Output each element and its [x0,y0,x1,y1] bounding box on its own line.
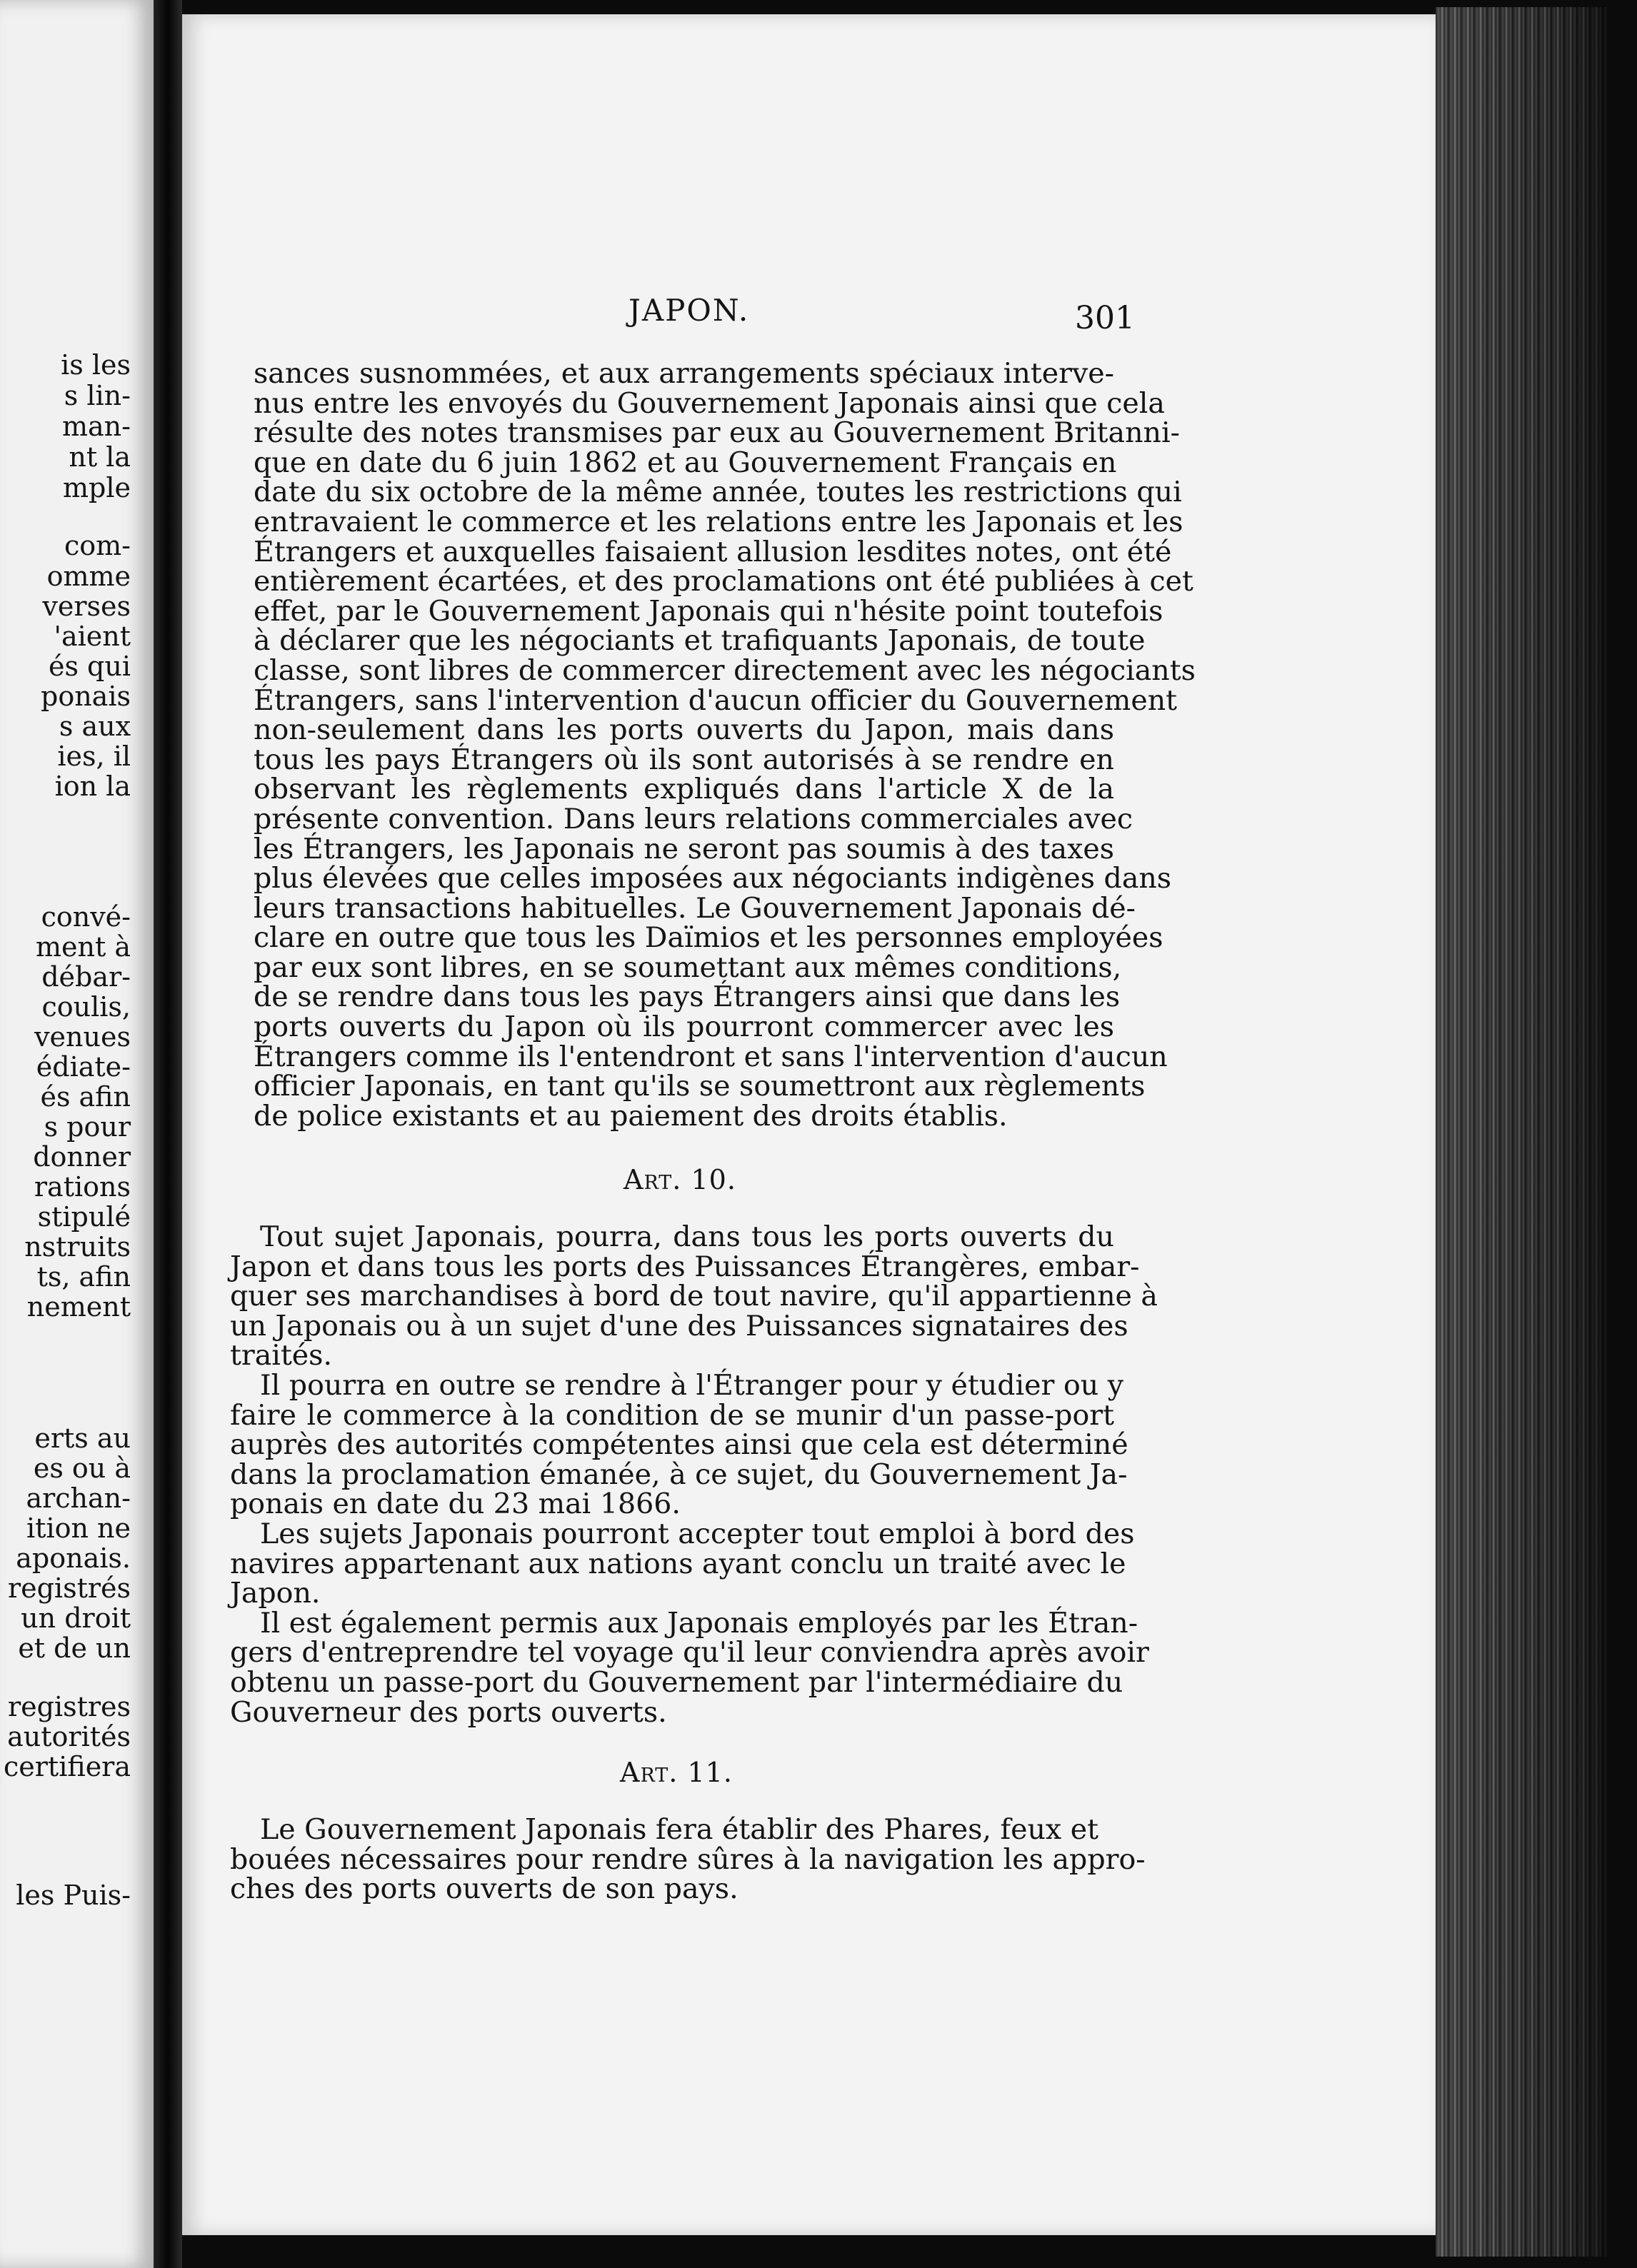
text-line: présente convention. Dans leurs relations commerciales avec [254,802,1133,836]
article-11-heading: Art. 11. [620,1757,733,1788]
text-line: Étrangers comme ils l'entendront et sans l'intervention d'aucun [254,1040,1168,1073]
left-page-line: ponais [41,681,131,712]
left-page-line: s pour [44,1111,131,1143]
left-page-line: erts au [34,1422,131,1454]
left-page-line: com- [64,530,131,561]
paragraph-continuation [254,357,1196,1133]
text-line: un Japonais ou à un sujet d'une des Puissances signataires des [230,1309,1128,1343]
text-line: date du six octobre de la même année, toutes les restrictions qui [254,476,1182,509]
text-line: faire le commerce à la condition de se munir d'un passe-port [230,1398,1114,1432]
text-line: que en date du 6 juin 1862 et au Gouvernement Français en [254,446,1117,479]
text-line: Les sujets Japonais pourront accepter tout emploi à bord des [260,1517,1135,1550]
left-page-line: donner [33,1141,131,1173]
text-line: Gouverneur des ports ouverts. [230,1695,667,1729]
text-line: quer ses marchandises à bord de tout navire, qu'il appartienne à [230,1280,1158,1313]
left-page-line: verses [42,591,131,622]
running-head: JAPON. [629,293,750,328]
text-line: de police existants et au paiement des droits établis. [254,1099,1008,1133]
page-number: 301 [1075,300,1135,336]
text-line: tous les pays Étrangers où ils sont autorisés à se rendre en [254,743,1114,776]
text-line: classe, sont libres de commercer directement avec les négociants [254,653,1196,687]
left-page-line: 'aient [54,621,131,652]
left-page-line: ion la [54,771,131,802]
text-line: Japon et dans tous les ports des Puissances Étrangères, embar- [230,1250,1140,1283]
text-line: obtenu un passe-port du Gouvernement par l'intermédiaire du [230,1665,1123,1699]
left-page-line: et de un [18,1632,131,1664]
left-page-line: un droit [21,1602,131,1634]
text-line: observant les règlements expliqués dans l'article X de la [254,773,1114,806]
text-line: ports ouverts du Japon où ils pourront commercer avec les [254,1010,1114,1044]
text-line: nus entre les envoyés du Gouvernement Japonais ainsi que cela [254,386,1165,420]
left-page-line: coulis, [41,991,131,1023]
left-page-line: édiate- [36,1051,131,1083]
text-line: traités. [230,1339,333,1373]
text-line: Il pourra en outre se rendre à l'Étranger pour y étudier ou y [260,1368,1124,1402]
left-page-line: aponais. [16,1542,131,1574]
text-line: leurs transactions habituelles. Le Gouvernement Japonais dé- [254,891,1136,925]
text-line: les Étrangers, les Japonais ne seront pas soumis à des taxes [254,832,1114,865]
article-10-body [230,1220,1158,1729]
left-page-line: és afin [40,1081,131,1113]
text-line: bouées nécessaires pour rendre sûres à la navigation les appro- [230,1842,1146,1876]
left-page-line: ition ne [26,1512,131,1544]
page-edges-shade [1436,7,1607,2257]
text-line: Étrangers et auxquelles faisaient allusion lesdites notes, ont été [254,535,1172,568]
left-facing-page [0,0,154,2268]
left-page-line: venues [34,1021,131,1053]
left-page-line: s aux [59,711,131,742]
left-page-line: is les [61,349,131,381]
text-line: clare en outre que tous les Daïmios et les personnes employées [254,921,1163,955]
left-page-line: ment à [36,931,131,963]
left-page-line: registrés [7,1572,131,1604]
text-line: gers d'entreprendre tel voyage qu'il leur conviendra après avoir [230,1636,1149,1670]
text-line: Japon. [230,1577,321,1610]
left-page-line: nstruits [24,1231,131,1263]
text-line: par eux sont libres, en se soumettant aux mêmes conditions, [254,950,1122,984]
text-line: résulte des notes transmises par eux au Gouvernement Britanni- [254,416,1180,450]
left-page-line: man- [61,411,131,442]
text-line: navires appartenant aux nations ayant conclu un traité avec le [230,1547,1126,1580]
article-10-heading: Art. 10. [624,1164,736,1195]
left-page-line: stipulé [37,1201,131,1233]
text-line: auprès des autorités compétentes ainsi que cela est déterminé [230,1428,1128,1462]
left-page-line: registres [7,1691,131,1722]
left-page-line: s lin- [64,380,131,411]
left-page-line: és qui [48,651,131,682]
left-page-line: débar- [41,961,131,993]
text-line: Il est également permis aux Japonais employés par les Étran- [260,1606,1138,1640]
text-line: sances susnommées, et aux arrangements spéciaux interve- [254,357,1114,390]
left-page-line: nt la [69,441,131,473]
left-page-line: es ou à [33,1452,131,1484]
text-line: Tout sujet Japonais, pourra, dans tous les ports ouverts du [260,1220,1114,1253]
text-line: entièrement écartées, et des proclamations ont été publiées à cet [254,565,1193,598]
text-line: de se rendre dans tous les pays Étrangers ainsi que dans les [254,980,1121,1014]
left-page-line: certifiera [3,1751,131,1782]
left-page-line: omme [46,561,131,592]
article-11-body [230,1813,1146,1906]
left-page-line: archan- [26,1482,131,1514]
left-page-line: ies, il [57,741,131,772]
left-page-line: rations [34,1171,131,1203]
text-line: ponais en date du 23 mai 1866. [230,1487,681,1521]
left-page-line: nement [26,1291,131,1323]
text-line: ches des ports ouverts de son pays. [230,1872,739,1906]
text-line: dans la proclamation émanée, à ce sujet, du Gouvernement Ja- [230,1457,1128,1491]
left-page-line: autorités [7,1721,131,1752]
left-page-line: les Puis- [16,1880,131,1911]
text-line: plus élevées que celles imposées aux négociants indigènes dans [254,862,1172,895]
left-page-line: convé- [41,901,131,933]
text-line: Le Gouvernement Japonais fera établir des Phares, feux et [260,1813,1098,1846]
left-page-line: ts, afin [36,1261,131,1293]
text-line: entravaient le commerce et les relations entre les Japonais et les [254,505,1183,538]
text-line: non-seulement dans les ports ouverts du Japon, mais dans [254,713,1114,747]
text-line: officier Japonais, en tant qu'ils se soumettront aux règlements [254,1070,1146,1103]
text-line: effet, par le Gouvernement Japonais qui n'hésite point toutefois [254,594,1163,628]
text-line: à déclarer que les négociants et trafiquants Japonais, de toute [254,624,1146,658]
book-gutter [154,0,182,2268]
left-page-line: mple [63,472,131,503]
text-line: Étrangers, sans l'intervention d'aucun officier du Gouvernement [254,683,1178,717]
